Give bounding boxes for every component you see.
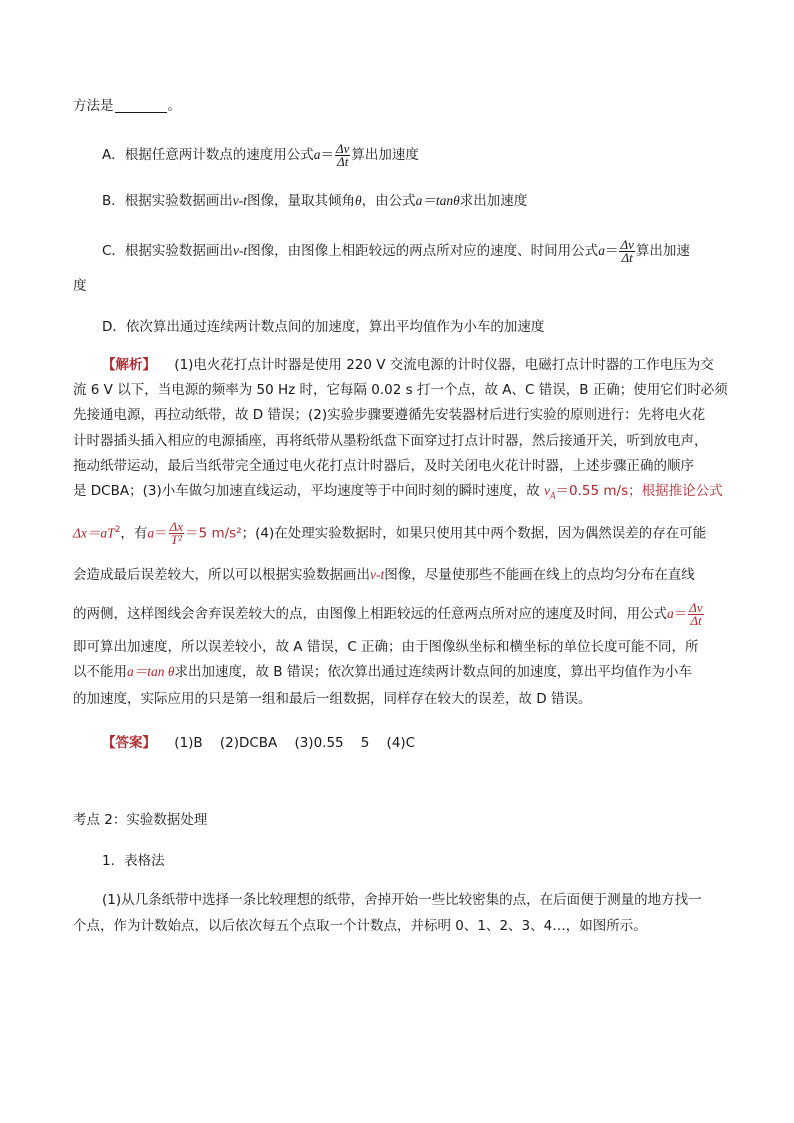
analysis-line-6: 是 DCBA；(3)小车做匀加速直线运动，平均速度等于中间时刻的瞬时速度，故 $v_A=0.55$ m/s；根据推论公式 (73, 483, 723, 501)
fraction: $\frac{\Delta v}{\Delta t}$ (689, 599, 703, 628)
answer-line: 【答案】 (1)B (2)DCBA (3)0.55 5 (4)C (102, 735, 416, 751)
analysis-line-9: 的两侧，这样图线会舍弃误差较大的点，由图像上相距较远的任意两点所对应的速度及时间，用公式a＝ $\frac{\Delta v}{\Delta t}$ (73, 599, 703, 628)
analysis-line-8: 会造成最后误差较大，所以可以根据实验数据画出v-t图像，尽量使那些不能画在线上的点均匀分布在直线 (73, 567, 695, 583)
option-d: D．依次算出通过连续两计数点间的加速度，算出平均值作为小车的加速度 (102, 319, 545, 335)
question-stem-tail: 方法是 。 (73, 98, 181, 114)
analysis-line-7: $\Delta x=aT^2$，有a＝ $\frac{\Delta x}{\text{T²}}$ ＝5 m/s²；(4)在处理实验数据时，如果只使用其中两个数据，因为偶然误差的存在可能 (73, 519, 707, 547)
fraction: $\frac{\Delta v}{\Delta t}$ (620, 236, 634, 265)
analysis-line-12: 的加速度，实际应用的只是第一组和最后一组数据，同样存在较大的误差，故 D 错误。 (73, 691, 592, 707)
fraction: $\frac{\Delta v}{\Delta t}$ (336, 140, 350, 169)
analysis-line-1: 【解析】 (1)电火花打点计时器是使用 220 V 交流电源的计时仪器，电磁打点计时器的工作电压为交 (102, 357, 714, 373)
section-subtitle: 1．表格法 (102, 853, 165, 869)
section-title: 考点 2：实验数据处理 (73, 812, 208, 828)
section-paragraph-2: 个点，作为计数始点，以后依次每五个点取一个计数点，并标明 0、1、2、3、4…，如图所示。 (73, 918, 647, 934)
option-a: A．根据任意两计数点的速度用公式a＝ $\frac{\Delta v}{\Delta t}$ 算出加速度 (102, 140, 419, 169)
option-c-wrap: 度 (73, 278, 87, 294)
section-paragraph-1: (1)从几条纸带中选择一条比较理想的纸带，舍掉开始一些比较密集的点，在后面便于测量的地方找一 (102, 892, 702, 908)
analysis-line-10: 即可算出加速度，所以误差较小，故 A 错误，C 正确；由于图像纵坐标和横坐标的单位长度可能不同，所 (73, 639, 699, 655)
analysis-line-2: 流 6 V 以下，当电源的频率为 50 Hz 时，它每隔 0.02 s 打一个点，故 A、C 错误，B 正确；使用它们时必须 (73, 382, 728, 398)
analysis-line-5: 拖动纸带运动，最后当纸带完全通过电火花打点计时器后，及时关闭电火花计时器，上述步骤正确的顺序 (73, 458, 694, 474)
option-c: C．根据实验数据画出v-t图像，由图像上相距较远的两点所对应的速度、时间用公式a＝ $\frac{\Delta v}{\Delta t}$ 算出加速 (102, 236, 690, 265)
analysis-line-11: 以不能用a＝tan θ求出加速度，故 B 错误；依次算出通过连续两计数点间的加速度，算出平均值作为小车 (73, 664, 692, 680)
answer-tag: 【答案】 (102, 735, 156, 751)
analysis-line-4: 计时器插头插入相应的电源插座，再将纸带从墨粉纸盘下面穿过打点计时器，然后接通开关，听到放电声， (73, 433, 708, 449)
fraction: $\frac{\Delta x}{\text{T²}}$ (169, 519, 184, 547)
analysis-line-3: 先接通电源，再拉动纸带，故 D 错误；(2)实验步骤要遵循先安装器材后进行实验的原则进行：先将电火花 (73, 407, 706, 423)
answer-blank (115, 98, 167, 113)
analysis-tag: 【解析】 (102, 357, 156, 373)
option-b: B．根据实验数据画出v-t图像，量取其倾角θ，由公式a＝tanθ求出加速度 (102, 193, 528, 209)
